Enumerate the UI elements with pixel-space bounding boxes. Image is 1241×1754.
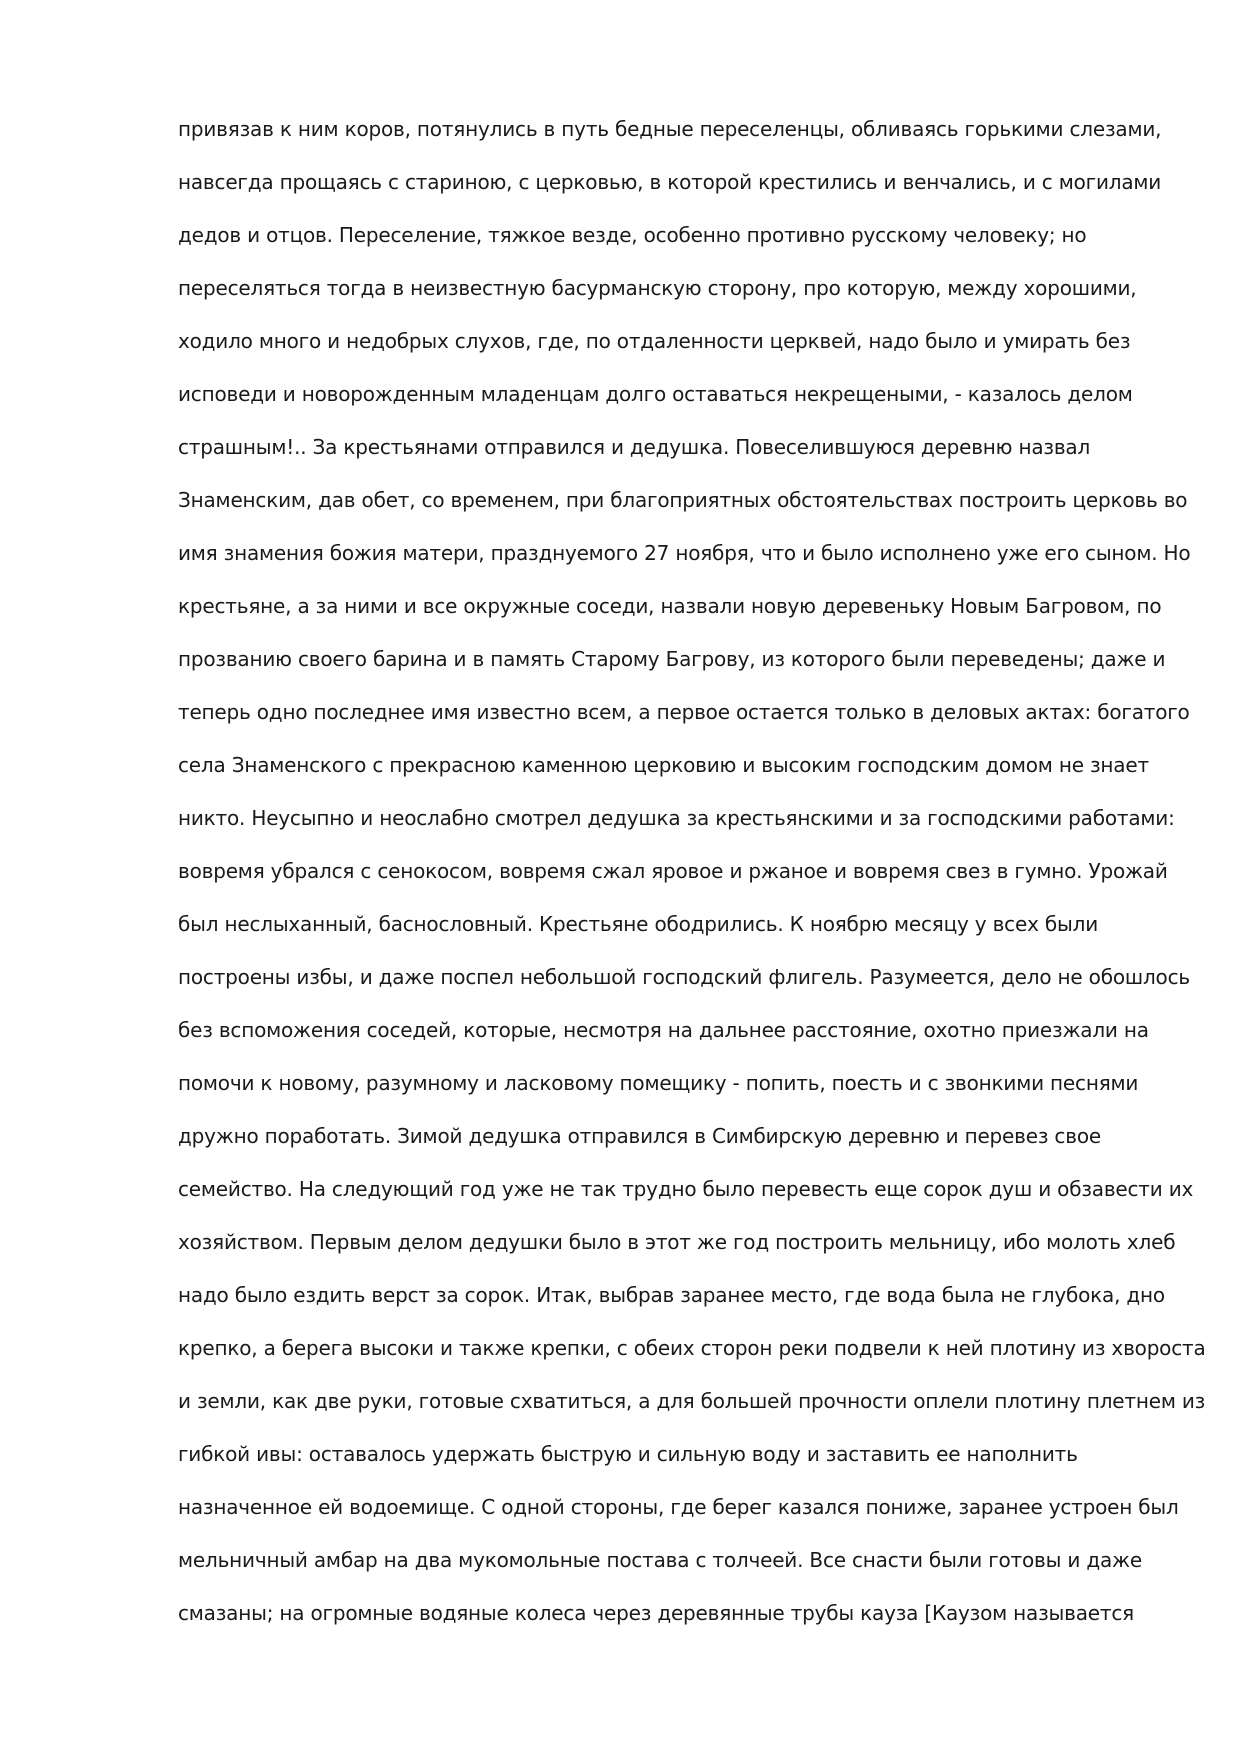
text-line: прозванию своего барина и в память Старому Багрову, из которого были переведены; даже и — [178, 647, 1166, 671]
text-line: вовремя убрался с сенокосом, вовремя сжал яровое и ржаное и вовремя свез в гумно. Урожай — [178, 859, 1168, 883]
text-line: крестьяне, а за ними и все окружные соседи, назвали новую деревеньку Новым Багровом, по — [178, 594, 1162, 618]
text-line: хозяйством. Первым делом дедушки было в этот же год построить мельницу, ибо молоть хлеб — [178, 1230, 1176, 1254]
text-line: страшным!.. За крестьянами отправился и дедушка. Повеселившуюся деревню назвал — [178, 435, 1091, 459]
text-line: построены избы, и даже поспел небольшой господский флигель. Разумеется, дело не обошлось — [178, 965, 1190, 989]
text-line: назначенное ей водоемище. С одной стороны, где берег казался пониже, заранее устроен был — [178, 1495, 1179, 1519]
text-line: без вспоможения соседей, которые, несмотря на дальнее расстояние, охотно приезжали на — [178, 1018, 1149, 1042]
text-line: мельничный амбар на два мукомольные постава с толчеей. Все снасти были готовы и даже — [178, 1548, 1142, 1572]
text-line: переселяться тогда в неизвестную басурманскую сторону, про которую, между хорошими, — [178, 276, 1137, 300]
text-line: гибкой ивы: оставалось удержать быструю и сильную воду и заставить ее наполнить — [178, 1442, 1078, 1466]
text-line: смазаны; на огромные водяные колеса через деревянные трубы кауза [Каузом называется — [178, 1601, 1134, 1625]
text-line: Знаменским, дав обет, со временем, при благоприятных обстоятельствах построить церковь во — [178, 488, 1188, 512]
text-line: семейство. На следующий год уже не так трудно было перевесть еще сорок душ и обзавести их — [178, 1177, 1194, 1201]
text-line: исповеди и новорожденным младенцам долго оставаться некрещеными, - казалось делом — [178, 382, 1133, 406]
body-text — [178, 113, 1206, 1650]
text-line: дружно поработать. Зимой дедушка отправился в Симбирскую деревню и перевез свое — [178, 1124, 1101, 1148]
text-line: села Знаменского с прекрасною каменною церковию и высоким господским домом не знает — [178, 753, 1149, 777]
text-line: имя знамения божия матери, празднуемого 27 ноября, что и было исполнено уже его сыном. Но — [178, 541, 1191, 565]
text-line: крепко, а берега высоки и также крепки, с обеих сторон реки подвели к ней плотину из хвороста — [178, 1336, 1206, 1360]
text-line: никто. Неусыпно и неослабно смотрел дедушка за крестьянскими и за господскими работами: — [178, 806, 1175, 830]
text-line: привязав к ним коров, потянулись в путь бедные переселенцы, обливаясь горькими слезами, — [178, 117, 1162, 141]
text-line: помочи к новому, разумному и ласковому помещику - попить, поесть и с звонкими песнями — [178, 1071, 1139, 1095]
text-line: был неслыханный, баснословный. Крестьяне ободрились. К ноябрю месяцу у всех были — [178, 912, 1098, 936]
text-line: надо было ездить верст за сорок. Итак, выбрав заранее место, где вода была не глубока, дно — [178, 1283, 1165, 1307]
text-line: теперь одно последнее имя известно всем, а первое остается только в деловых актах: богатого — [178, 700, 1190, 724]
text-line: ходило много и недобрых слухов, где, по отдаленности церквей, надо было и умирать без — [178, 329, 1131, 353]
text-line: и земли, как две руки, готовые схватиться, а для большей прочности оплели плотину плетнем из — [178, 1389, 1206, 1413]
text-line: дедов и отцов. Переселение, тяжкое везде, особенно противно русскому человеку; но — [178, 223, 1087, 247]
text-line: навсегда прощаясь с стариною, с церковью, в которой крестились и венчались, и с могилами — [178, 170, 1162, 194]
